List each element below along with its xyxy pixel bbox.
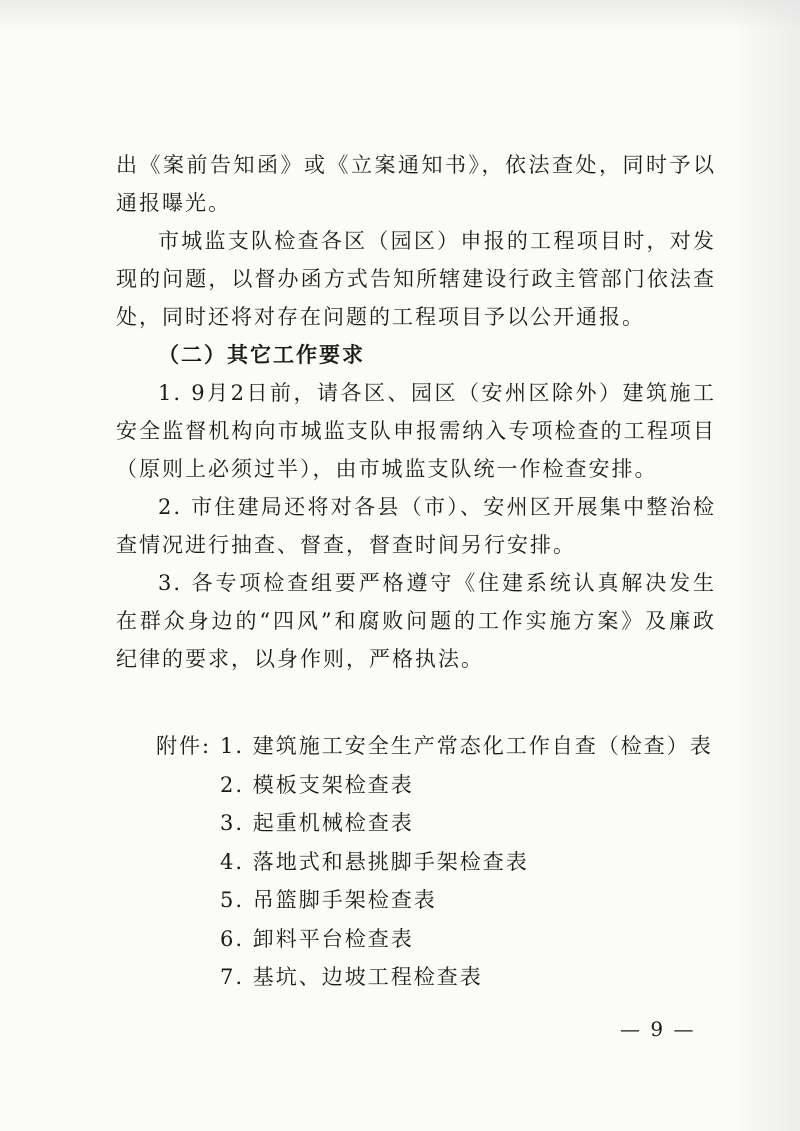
attachment-item: 7. 基坑、边坡工程检查表: [220, 965, 483, 989]
attachment-row: [156, 727, 713, 766]
attachment-item: 5. 吊篮脚手架检查表: [220, 888, 437, 912]
attachment-item: 4. 落地式和悬挑脚手架检查表: [220, 849, 529, 874]
attachment-item: 2. 模板支架检查表: [220, 772, 414, 797]
attachment-row: [156, 958, 713, 997]
paragraph-continuation: 出《案前告知函》或《立案通知书》，依法查处，同时予以通报曝光。: [116, 153, 716, 215]
scan-shadow-top: [0, 0, 800, 30]
scan-shadow-right: [730, 0, 800, 1131]
attachment-row: [156, 804, 713, 843]
body-text: [116, 146, 716, 678]
attachment-item: 1. 建筑施工安全生产常态化工作自查（检查）表: [220, 734, 713, 758]
requirement-item-3: 3. 各专项检查组要严格遵守《住建系统认真解决发生在群众身边的“四风”和腐败问题的工作实施方案》及廉政纪律的要求，以身作则，严格执法。: [116, 571, 716, 671]
attachment-row: [156, 843, 713, 882]
requirement-item-1: 1. 9月2日前，请各区、园区（安州区除外）建筑施工安全监督机构向市城监支队申报需纳入专项检查的工程项目（原则上必须过半），由市城监支队统一作检查安排。: [116, 381, 716, 481]
page-number: — 9 —: [620, 1017, 696, 1041]
attachment-item: 3. 起重机械检查表: [220, 811, 414, 835]
paragraph-inspection: 市城监支队检查各区（园区）申报的工程项目时，对发现的问题，以督办函方式告知所辖建设行政主管部门依法查处，同时还将对存在问题的工程项目予以公开通报。: [116, 229, 716, 329]
section-heading: （二）其它工作要求: [158, 342, 365, 367]
attachment-item: 6. 卸料平台检查表: [220, 926, 414, 951]
requirement-item-2: 2. 市住建局还将对各县（市）、安州区开展集中整治检查情况进行抽查、督查，督查时间另行安排。: [116, 495, 716, 557]
attachment-row: [156, 766, 713, 805]
attachment-row: [156, 920, 713, 959]
attachments-list: [156, 727, 713, 997]
attachment-row: [156, 881, 713, 920]
attachments-label: 附件:: [156, 734, 212, 758]
